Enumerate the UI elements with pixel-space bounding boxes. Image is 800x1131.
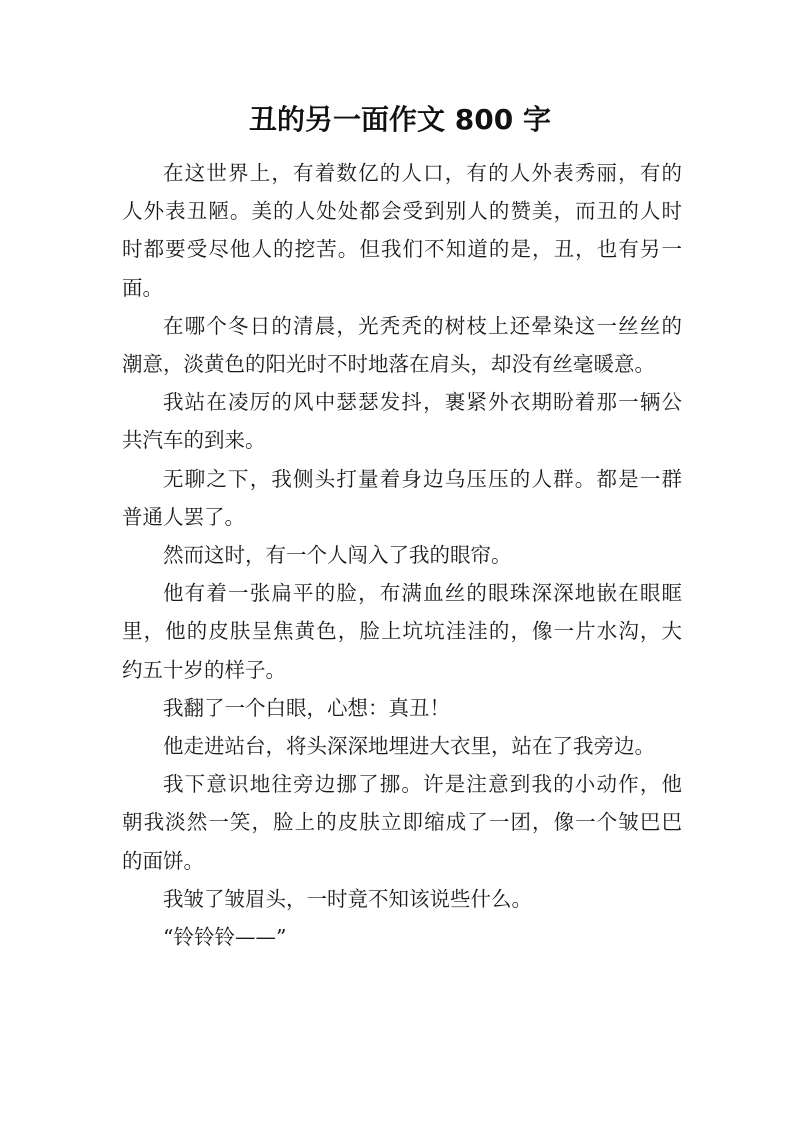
paragraph-line: 然而这时，有一个人闯入了我的眼帘。: [163, 543, 512, 568]
paragraph: [122, 727, 682, 765]
paragraph-line: 的面饼。: [122, 848, 204, 873]
paragraph-line: 我皱了皱眉头，一时竟不知该说些什么。: [163, 886, 532, 911]
paragraph-line: 约五十岁的样子。: [122, 657, 286, 682]
paragraph-line: 面。: [122, 275, 163, 300]
paragraph: [122, 574, 682, 689]
paragraph: [122, 383, 682, 459]
paragraph-line: 他走进站台，将头深深地埋进大衣里，站在了我旁边。: [163, 734, 655, 759]
paragraph: [122, 536, 682, 574]
paragraph-line: 共汽车的到来。: [122, 428, 266, 453]
paragraph-line: 普通人罢了。: [122, 504, 245, 529]
paragraph-line: 里，他的皮肤呈焦黄色，脸上坑坑洼洼的，像一片水沟，大: [122, 619, 682, 644]
paragraph: [122, 460, 682, 536]
paragraph-line: 朝我淡然一笑，脸上的皮肤立即缩成了一团，像一个皱巴巴: [122, 810, 682, 835]
essay-body: [122, 154, 682, 956]
paragraph: [122, 765, 682, 880]
paragraph-line: 人外表丑陋。美的人处处都会受到别人的赞美，而丑的人时: [122, 199, 682, 224]
paragraph-line: 我站在凌厉的风中瑟瑟发抖，裹紧外衣期盼着那一辆公: [163, 390, 682, 415]
paragraph: [122, 307, 682, 383]
paragraph-line: 在这世界上，有着数亿的人口，有的人外表秀丽，有的: [163, 161, 682, 185]
paragraph-line: 无聊之下，我侧头打量着身边乌压压的人群。都是一群: [163, 466, 682, 491]
paragraph-line: 我下意识地往旁边挪了挪。许是注意到我的小动作，他: [163, 772, 682, 797]
paragraph-line: “铃铃铃——”: [163, 925, 287, 950]
paragraph: [122, 918, 682, 956]
paragraph-line: 时都要受尽他人的挖苦。但我们不知道的是，丑，也有另一: [122, 237, 682, 262]
paragraph-line: 他有着一张扁平的脸，布满血丝的眼珠深深地嵌在眼眶: [163, 581, 682, 606]
paragraph: [122, 154, 682, 307]
paragraph-line: 潮意，淡黄色的阳光时不时地落在肩头，却没有丝毫暖意。: [122, 352, 655, 377]
paragraph: [122, 880, 682, 918]
paragraph: [122, 689, 682, 727]
paragraph-line: 我翻了一个白眼，心想：真丑！: [163, 695, 450, 720]
essay-title: 丑的另一面作文 800 字: [249, 103, 551, 136]
paragraph-line: 在哪个冬日的清晨，光秃秃的树枝上还晕染这一丝丝的: [163, 313, 682, 338]
